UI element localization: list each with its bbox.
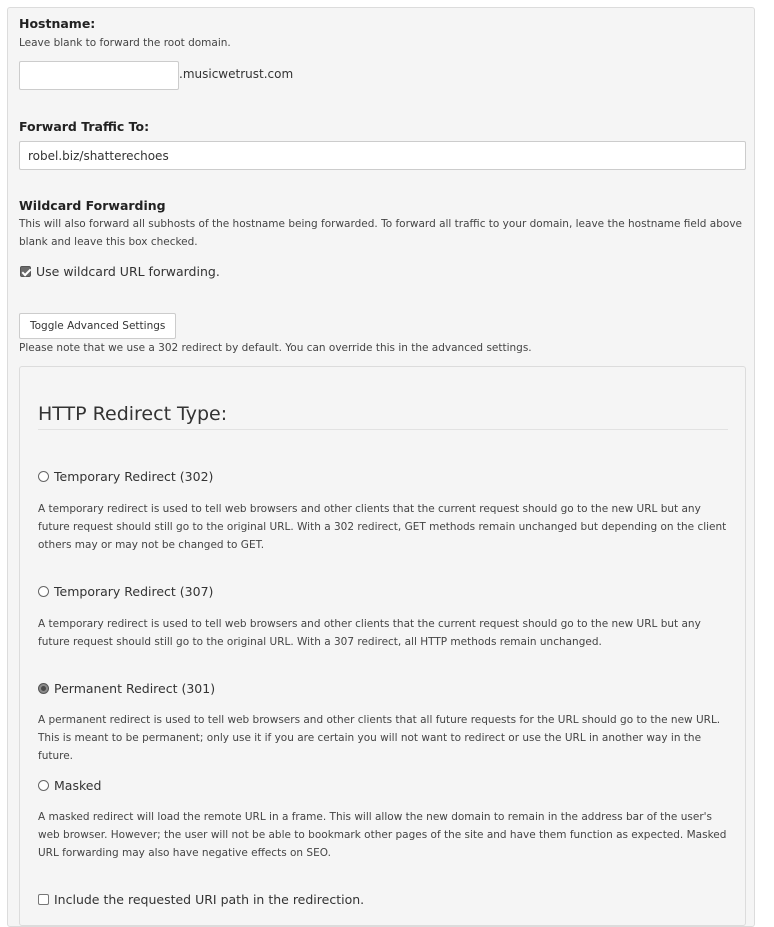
include-path-label: Include the requested URI path in the redirection. [54,892,365,907]
heading-divider [38,429,728,430]
radio-301-description: A permanent redirect is used to tell web browsers and other clients that all future requests for the URL should go to the new URL. This is meant to be permanent; only use it if you are certain you will not want to redirect or use the URL in another way in the future. [38,714,721,762]
radio-row-301[interactable] [38,681,215,696]
include-path-row[interactable] [38,892,364,907]
wildcard-help: This will also forward all subhosts of the hostname being forwarded. To forward all traffic to your domain, leave the hostname field above blank and leave this box checked. [19,218,742,248]
radio-301[interactable] [38,683,49,694]
domain-suffix: .musicwetrust.com [179,67,294,81]
radio-302-label: Temporary Redirect (302) [54,469,214,484]
radio-masked[interactable] [38,780,49,791]
radio-masked-label: Masked [54,778,102,793]
redirect-default-note: Please note that we use a 302 redirect by default. You can override this in the advanced settings. [19,342,532,354]
radio-307-description: A temporary redirect is used to tell web browsers and other clients that the current request should go to the new URL but any future request should still go to the original URL. With a 307 redirect, all HTTP methods remain unchanged. [38,618,701,648]
radio-302[interactable] [38,471,49,482]
wildcard-checkbox[interactable] [20,266,31,277]
radio-302-description: A temporary redirect is used to tell web browsers and other clients that the current request should go to the new URL but any future request should still go to the original URL. With a 302 redirect, GET methods remain unchanged but depending on the client others may or may not be changed to GET. [38,503,727,551]
radio-301-label: Permanent Redirect (301) [54,681,216,696]
wildcard-checkbox-row[interactable] [20,264,220,279]
radio-row-307[interactable] [38,584,213,599]
radio-307[interactable] [38,586,49,597]
forward-label: Forward Traffic To: [19,119,150,134]
forward-url-input[interactable] [19,141,746,170]
advanced-settings-panel [19,366,746,926]
redirect-type-heading: HTTP Redirect Type: [38,403,228,425]
toggle-advanced-settings-button[interactable]: Toggle Advanced Settings [19,313,176,339]
radio-masked-description: A masked redirect will load the remote URL in a frame. This will allow the new domain to remain in the address bar of the user's web browser. However; the user will not be able to bookmark other pages of the site and have them function as expected. Masked URL forwarding may also have negative effects on SEO. [38,811,727,859]
hostname-help: Leave blank to forward the root domain. [19,37,231,49]
hostname-label: Hostname: [19,16,96,31]
hostname-input[interactable] [19,61,179,90]
radio-row-302[interactable] [38,469,213,484]
radio-row-masked[interactable] [38,778,101,793]
radio-307-label: Temporary Redirect (307) [54,584,214,599]
include-path-checkbox[interactable] [38,894,49,905]
wildcard-checkbox-label: Use wildcard URL forwarding. [36,264,220,279]
wildcard-label: Wildcard Forwarding [19,198,166,213]
